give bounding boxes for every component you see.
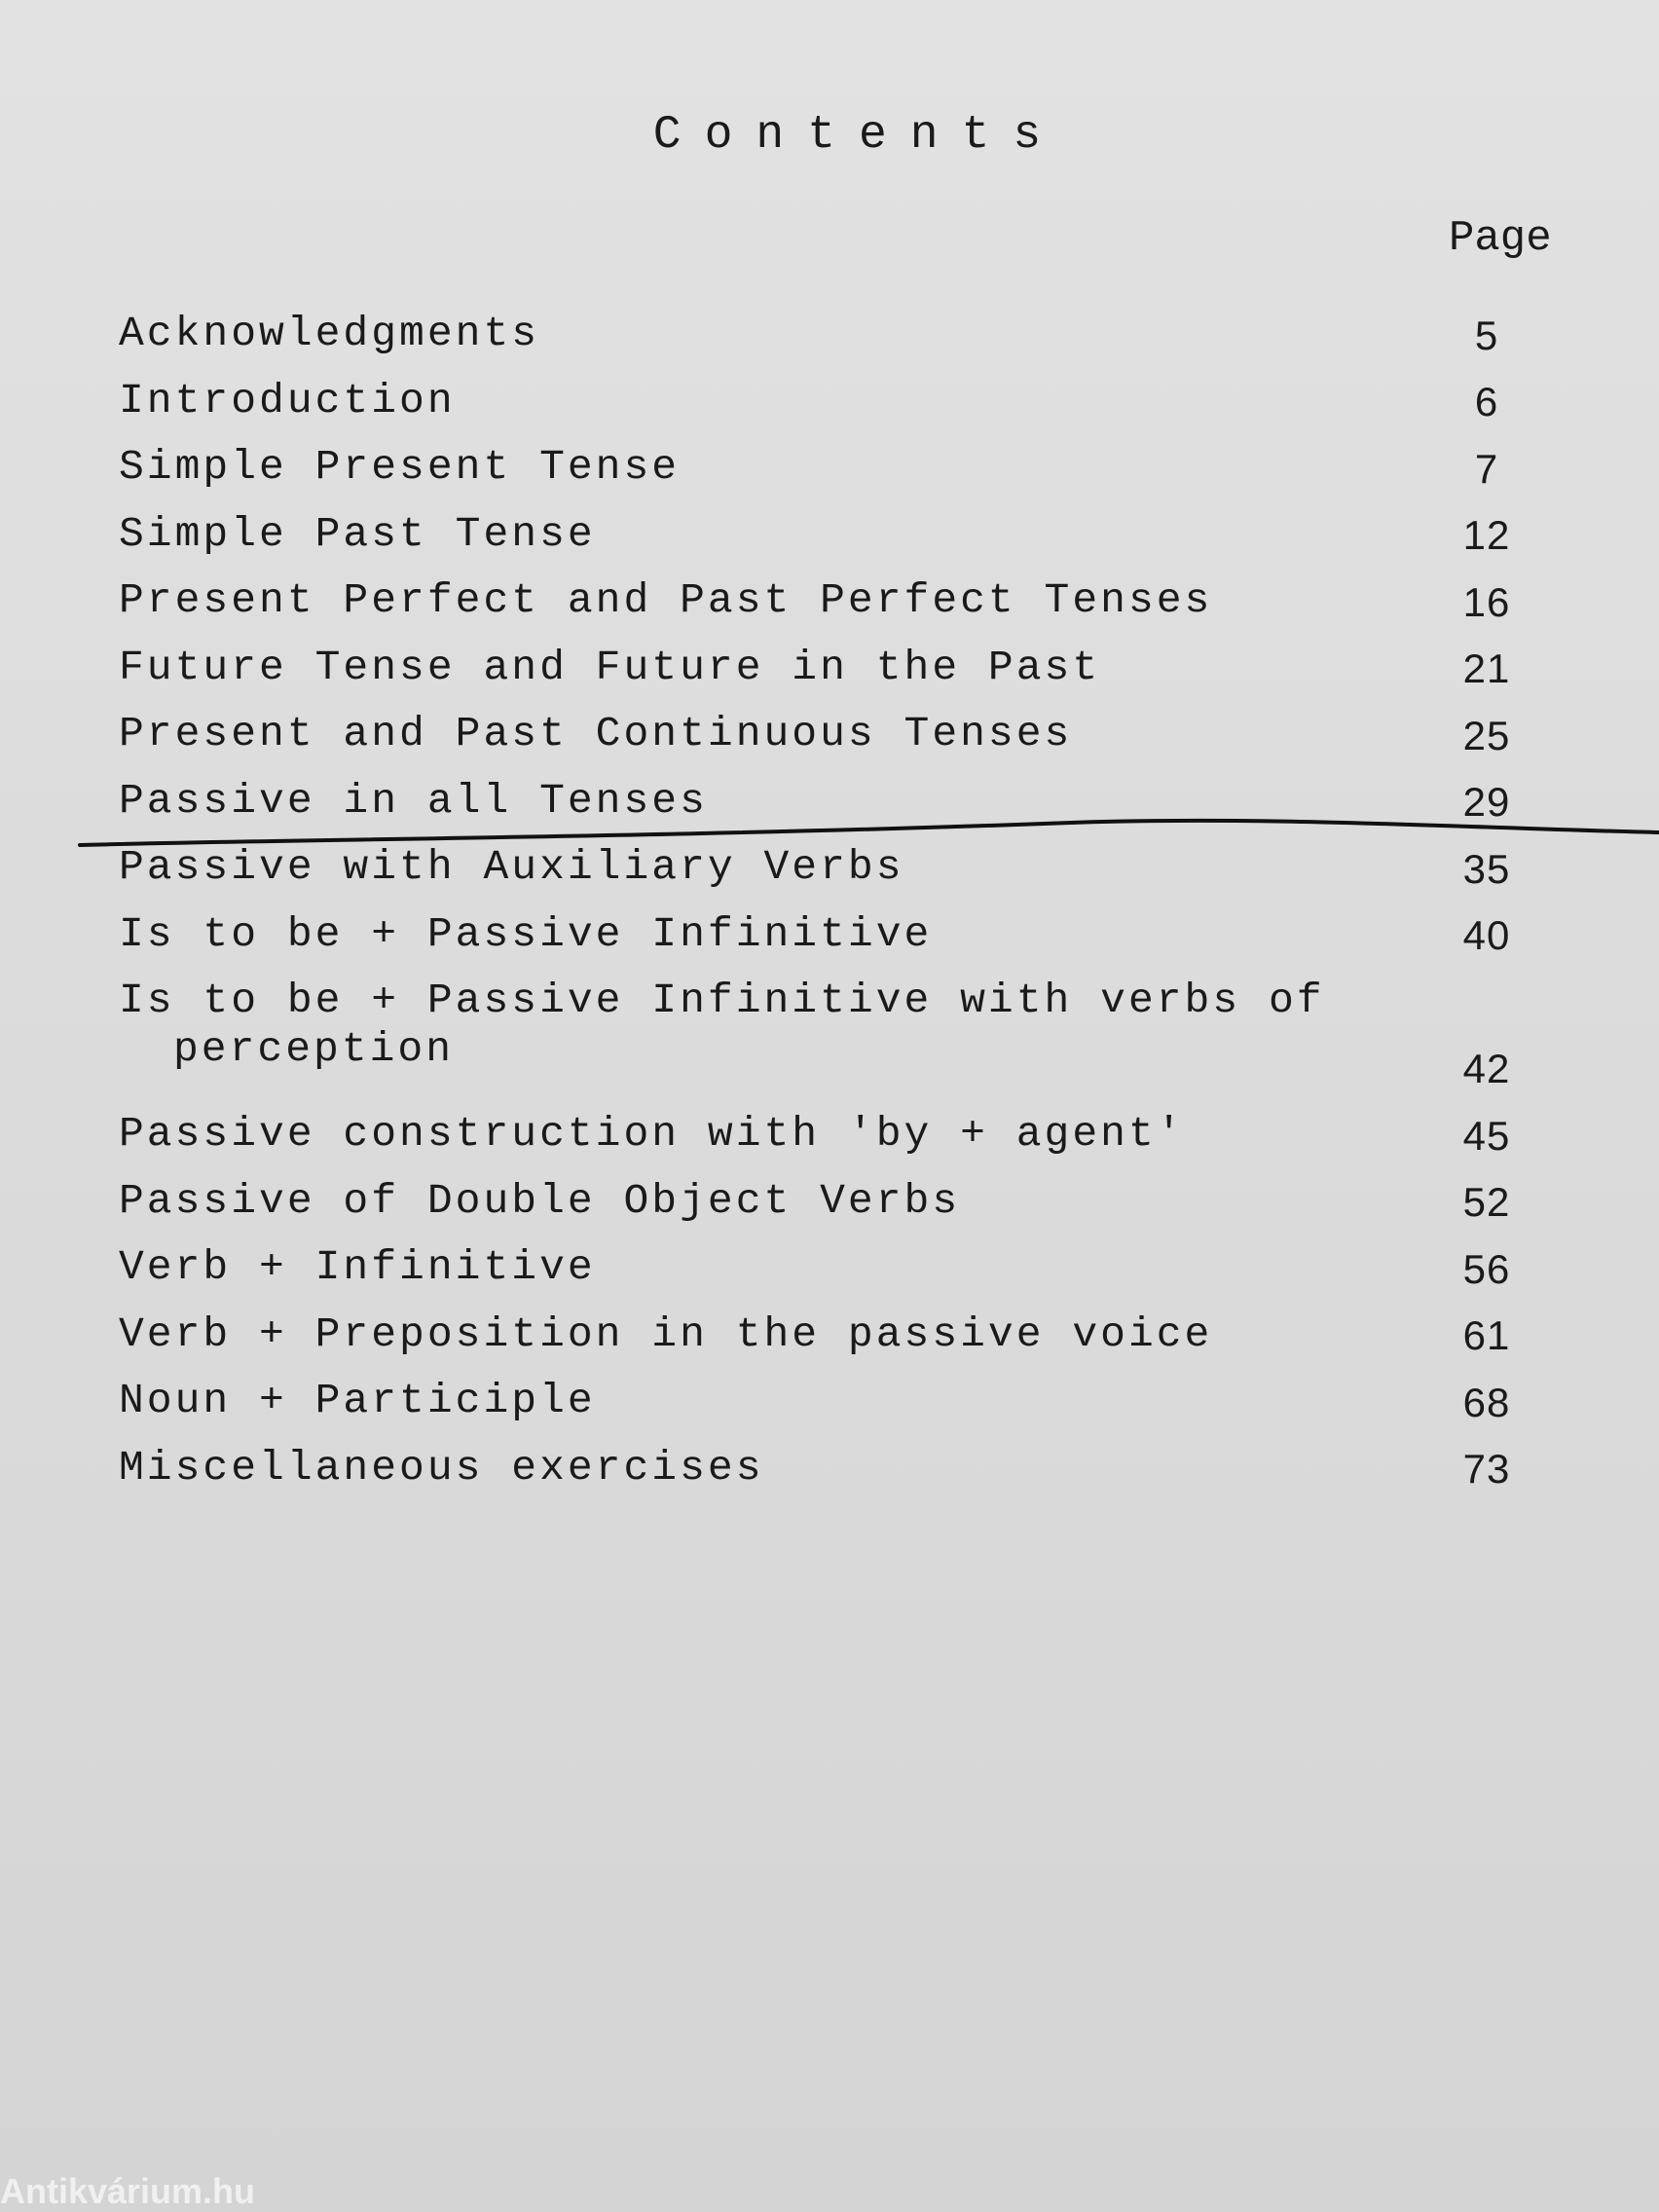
- toc-entry-title: Passive construction with 'by + agent': [119, 1110, 1185, 1158]
- toc-entry-page: 16: [1462, 578, 1511, 625]
- toc-entry-page: 29: [1462, 779, 1511, 825]
- toc-entry-page: 12: [1462, 512, 1511, 558]
- toc-entry-page: 7: [1474, 445, 1499, 492]
- toc-entry-title: Present and Past Continuous Tenses: [119, 710, 1073, 757]
- toc-entry-page: 45: [1462, 1112, 1511, 1159]
- toc-entry-page: 35: [1462, 845, 1511, 892]
- toc-entry-title: Miscellaneous exercises: [119, 1443, 764, 1492]
- toc-entry-page: 40: [1462, 912, 1511, 958]
- toc-entry-title: Noun + Participle: [119, 1377, 596, 1424]
- toc-entry-title: Simple Past Tense: [119, 509, 596, 558]
- toc-entry-title: Verb + Preposition in the passive voice: [119, 1309, 1213, 1358]
- toc-entry-title-line1: Is to be + Passive Infinitive with verbs of: [119, 977, 1325, 1024]
- toc-entry-title: Passive in all Tenses: [119, 776, 708, 825]
- toc-entry-title: Future Tense and Future in the Past: [119, 643, 1101, 691]
- toc-entry-title: Simple Present Tense: [119, 443, 681, 491]
- toc-entry-page: 61: [1462, 1312, 1511, 1358]
- toc-entry-page: 73: [1462, 1446, 1511, 1492]
- toc-entry-title: Verb + Infinitive: [119, 1243, 596, 1291]
- toc-entry-page: 68: [1462, 1379, 1511, 1425]
- contents-heading: Contents: [652, 109, 1065, 162]
- toc-entry-page: 5: [1474, 312, 1499, 358]
- toc-entry-title: Is to be + Passive Infinitive: [119, 909, 933, 958]
- toc-entry-title: Present Perfect and Past Perfect Tenses: [119, 576, 1213, 624]
- toc-entry-page: 52: [1462, 1179, 1511, 1225]
- toc-entry-title: Passive with Auxiliary Verbs: [119, 843, 904, 891]
- divider-stroke: [80, 821, 1659, 845]
- toc-entry-page: 56: [1462, 1245, 1511, 1292]
- page-column-label: Page: [1449, 214, 1552, 263]
- toc-entry-page: 21: [1462, 645, 1511, 691]
- toc-entry-page: 42: [1462, 1046, 1511, 1091]
- toc-entry-title: Acknowledgments: [119, 310, 540, 357]
- watermark: Antikvárium.hu: [0, 2171, 256, 2211]
- toc-entry-title-line2: perception: [173, 1025, 455, 1073]
- toc-entry-page: 6: [1474, 379, 1499, 424]
- toc-entry-title: Passive of Double Object Verbs: [119, 1176, 961, 1225]
- toc-entry-title: Introduction: [119, 376, 456, 424]
- toc-entry-page: 25: [1462, 712, 1511, 758]
